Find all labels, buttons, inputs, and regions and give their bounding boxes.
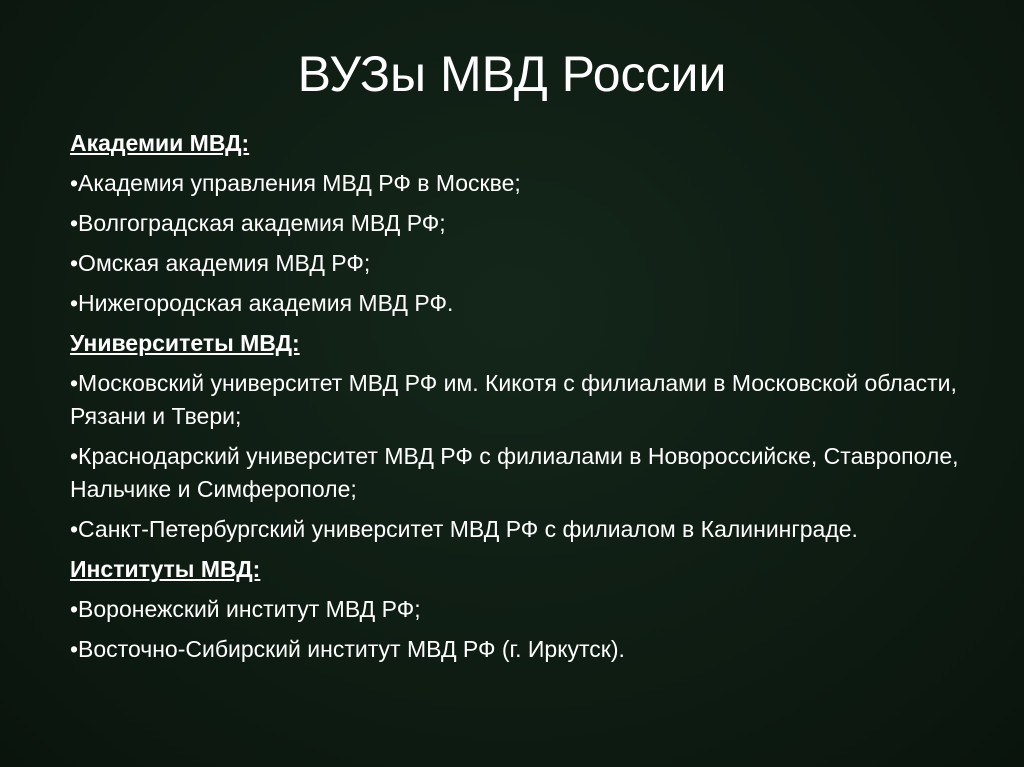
list-item: •Волгоградская академия МВД РФ; <box>70 210 446 236</box>
slide-content <box>70 124 970 670</box>
list-item: •Краснодарский университет МВД РФ с филиалами в Новороссийске, Ставрополе, Нальчике и Симферополе; <box>70 443 959 502</box>
list-item: •Санкт-Петербургский университет МВД РФ с филиалом в Калининграде. <box>70 516 858 542</box>
list-item: •Нижегородская академия МВД РФ. <box>70 290 454 316</box>
slide-title: ВУЗы МВД России <box>297 46 727 102</box>
list-item: •Омская академия МВД РФ; <box>70 250 371 276</box>
section-heading-institutes: Институты МВД: <box>70 556 261 582</box>
section-heading-academies: Академии МВД: <box>70 130 250 156</box>
list-item: •Восточно-Сибирский институт МВД РФ (г. Иркутск). <box>70 636 625 662</box>
list-item: •Московский университет МВД РФ им. Кикотя с филиалами в Московской области, Рязани и Твери; <box>70 370 957 429</box>
list-item: •Воронежский институт МВД РФ; <box>70 596 421 622</box>
list-item: •Академия управления МВД РФ в Москве; <box>70 170 521 196</box>
section-heading-universities: Университеты МВД: <box>70 330 300 356</box>
